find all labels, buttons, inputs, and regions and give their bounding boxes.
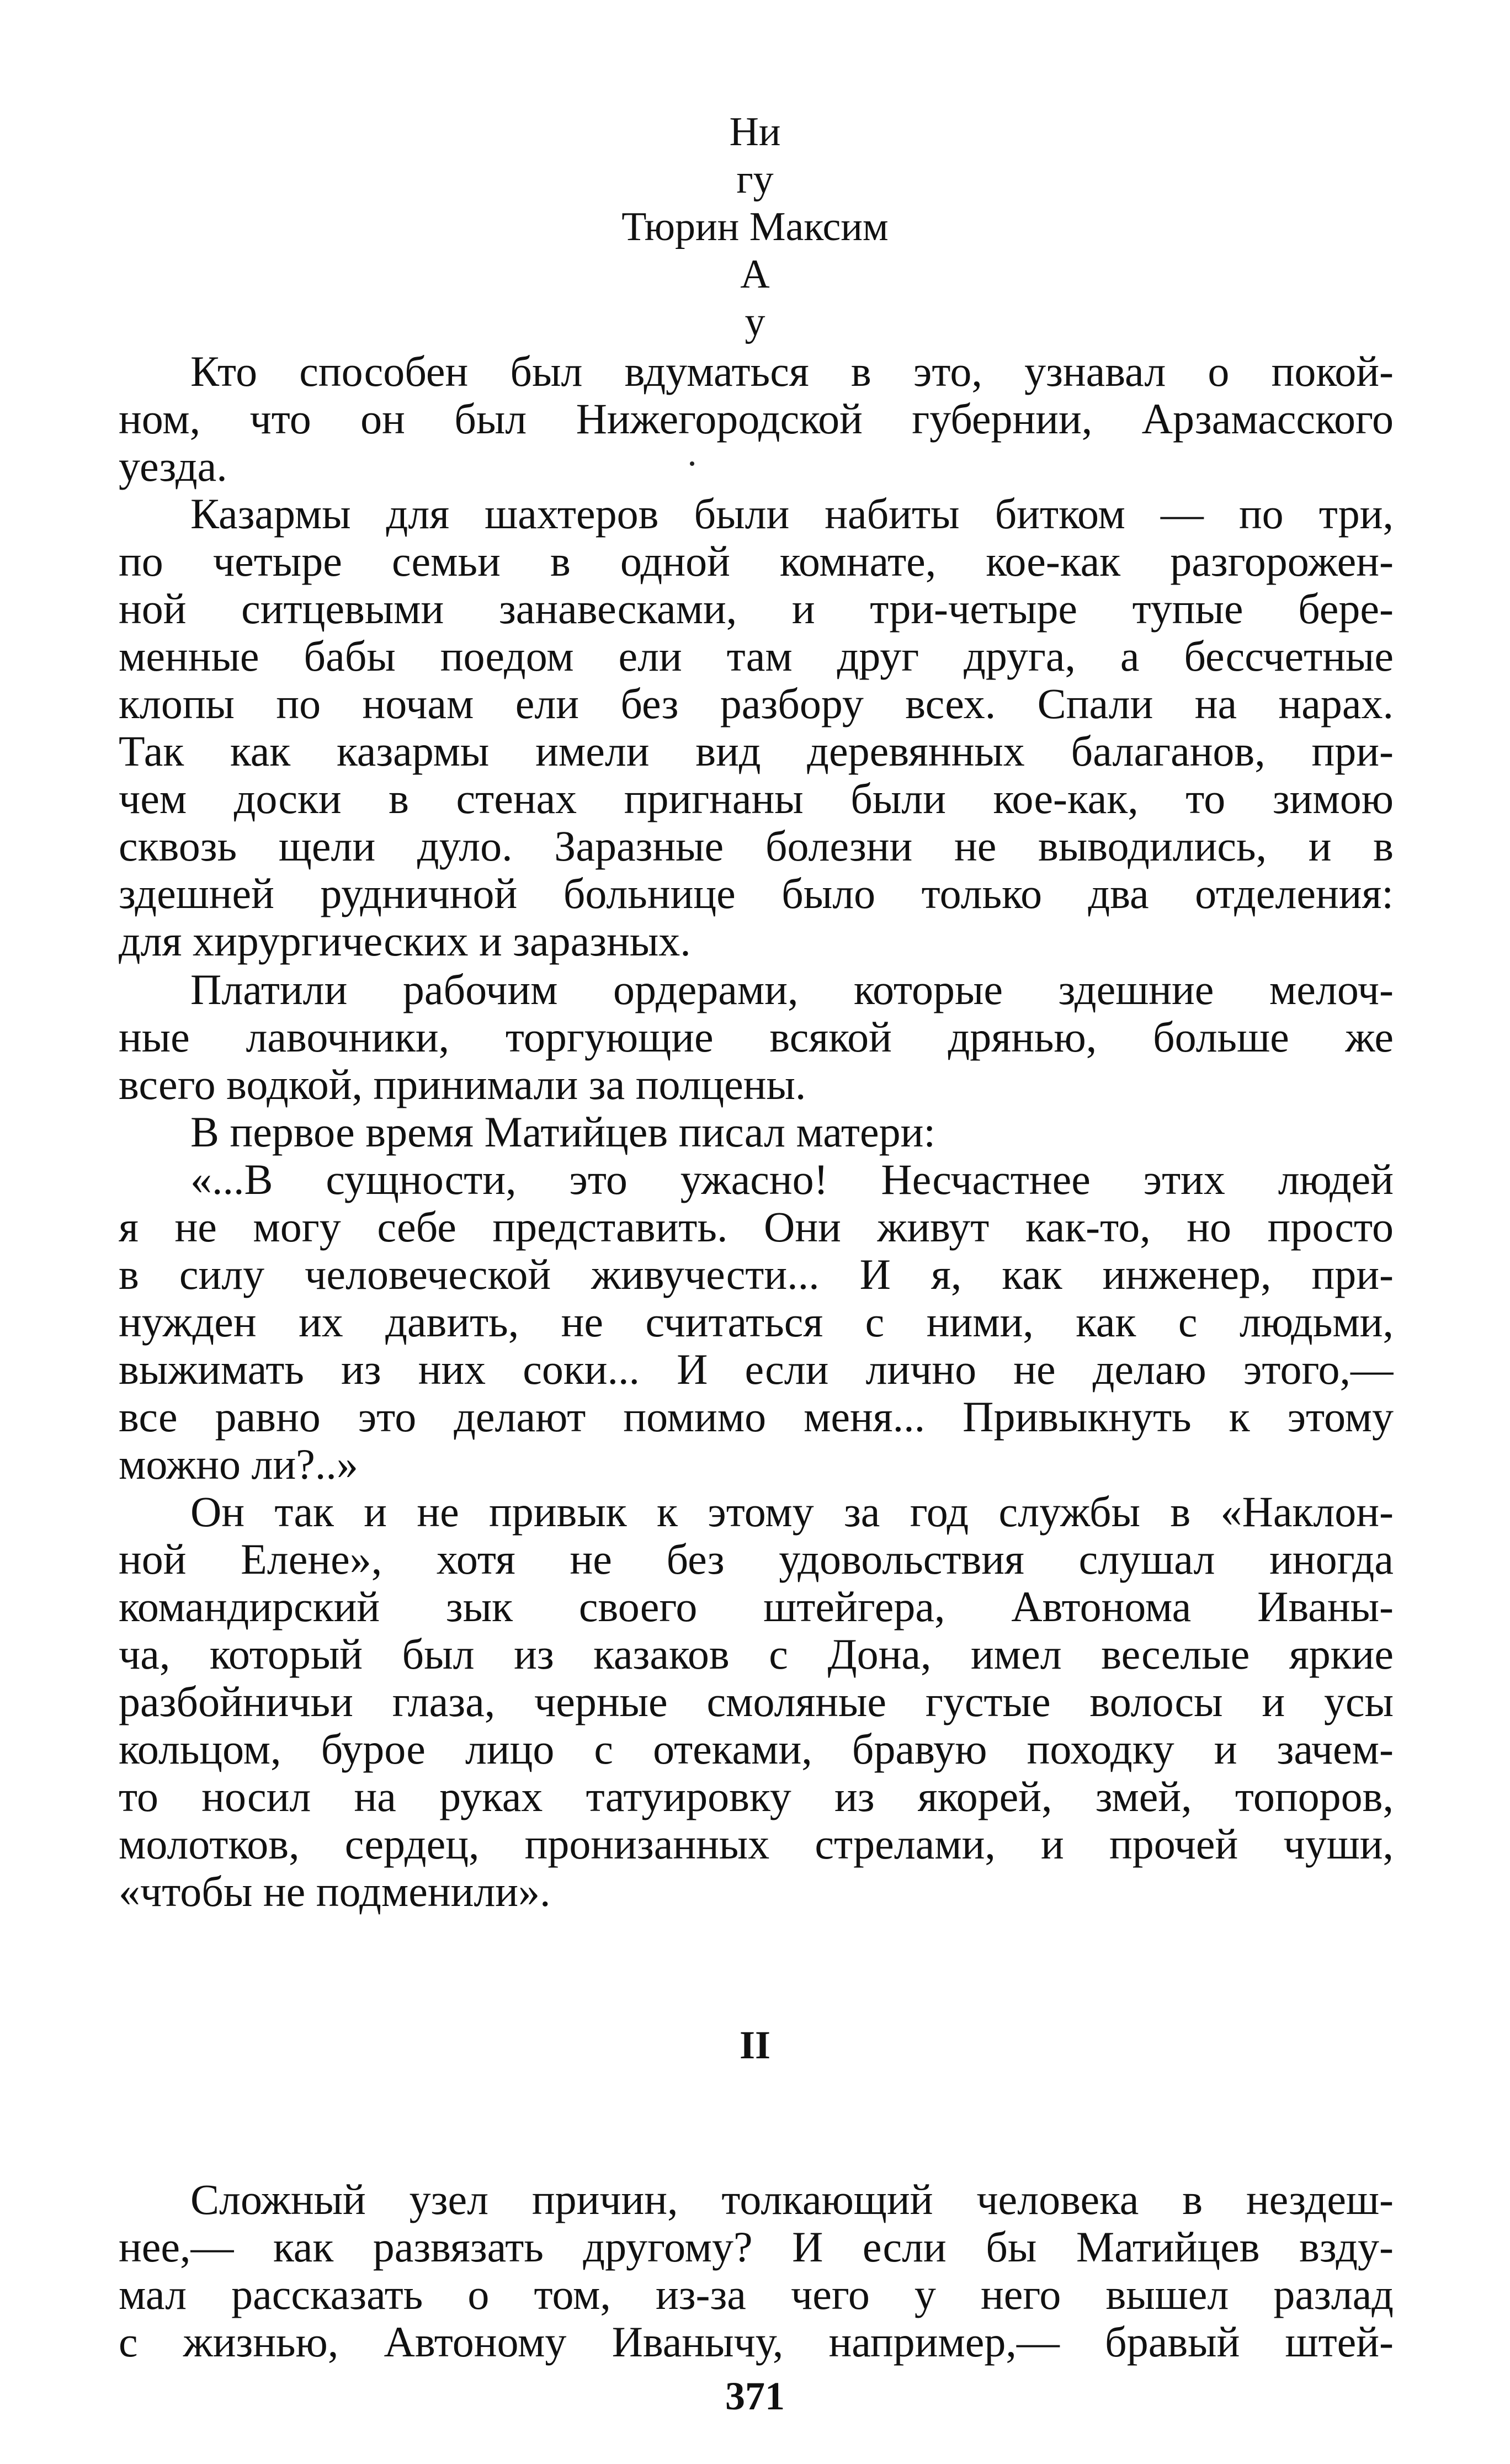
epitaph-line: у bbox=[745, 299, 765, 344]
text-line: то носил на руках татуировку из якорей, змей, топоров, bbox=[119, 1773, 1394, 1820]
epitaph-line: гу bbox=[736, 157, 774, 202]
text-line: можно ли?..» bbox=[119, 1441, 358, 1488]
text-line: Так как казармы имели вид деревянных балаганов, при- bbox=[119, 727, 1394, 775]
epitaph-line: Тюрин Максим bbox=[621, 204, 889, 249]
text-line: Платили рабочим ордерами, которые здешние мелоч- bbox=[190, 966, 1394, 1013]
text-line: мал рассказать о том, из-за чего у него вышел разлад bbox=[119, 2271, 1394, 2318]
text-line: клопы по ночам ели без разбору всех. Спали на нарах. bbox=[119, 680, 1394, 727]
text-line: разбойничьи глаза, черные смоляные густые волосы и усы bbox=[119, 1678, 1394, 1725]
text-line: Казармы для шахтеров были набиты битком — по три, bbox=[190, 490, 1394, 538]
letter-quote bbox=[119, 1156, 1394, 1488]
epitaph-line: Ни bbox=[729, 109, 781, 155]
text-line: молотков, сердец, пронизанных стрелами, и прочей чуши, bbox=[119, 1820, 1394, 1868]
text-line: ном, что он был Нижегородской губернии, Арзамасского bbox=[119, 395, 1394, 443]
text-line: я не могу себе представить. Они живут как-то, но просто bbox=[119, 1203, 1394, 1251]
text-line: Сложный узел причин, толкающий человека в нездеш- bbox=[190, 2176, 1394, 2223]
text-line: «чтобы не подменили». bbox=[119, 1868, 551, 1915]
text-line: командирский зык своего штейгера, Автонома Иваны- bbox=[119, 1583, 1394, 1631]
text-line: кольцом, бурое лицо с отеками, бравую походку и зачем- bbox=[119, 1725, 1394, 1773]
text-line: ча, который был из казаков с Дона, имел веселые яркие bbox=[119, 1631, 1394, 1678]
paragraph bbox=[119, 966, 1394, 1108]
text-line: по четыре семьи в одной комнате, кое-как разгорожен- bbox=[119, 538, 1394, 585]
text-line: всего водкой, принимали за полцены. bbox=[119, 1061, 806, 1108]
text-line: ной Елене», хотя не без удовольствия слушал иногда bbox=[119, 1536, 1394, 1583]
paragraph bbox=[119, 348, 1394, 490]
text-line: чем доски в стенах пригнаны были кое-как, то зимою bbox=[119, 775, 1394, 822]
text-line: выжимать из них соки... И если лично не делаю этого,— bbox=[119, 1346, 1394, 1393]
text-line: Он так и не привык к этому за год службы в «Наклон- bbox=[190, 1488, 1394, 1536]
text-line: В первое время Матийцев писал матери: bbox=[190, 1108, 935, 1156]
text-line: менные бабы поедом ели там друг друга, а бессчетные bbox=[119, 633, 1394, 680]
text-line: ные лавочники, торгующие всякой дрянью, больше же bbox=[119, 1013, 1394, 1061]
epitaph-line: А bbox=[740, 252, 770, 297]
text-line: в силу человеческой живучести... И я, как инженер, при- bbox=[119, 1251, 1394, 1298]
paragraph bbox=[119, 1108, 1394, 1156]
paragraph bbox=[119, 490, 1394, 965]
text-line: Кто способен был вдуматься в это, узнавал о покой- bbox=[190, 348, 1394, 395]
text-line: нее,— как развязать другому? И если бы Матийцев взду- bbox=[119, 2223, 1394, 2271]
page-number: 371 bbox=[725, 2374, 785, 2418]
text-line: уезда. bbox=[119, 443, 227, 490]
paragraph bbox=[119, 2176, 1394, 2366]
text-line: сквозь щели дуло. Заразные болезни не выводились, и в bbox=[119, 822, 1394, 870]
text-line: «...В сущности, это ужасно! Несчастнее этих людей bbox=[190, 1156, 1394, 1203]
text-line: для хирургических и заразных. bbox=[119, 917, 691, 965]
text-line: с жизнью, Автоному Иванычу, например,— бравый штей- bbox=[119, 2318, 1394, 2366]
text-line: нужден их давить, не считаться с ними, как с людьми, bbox=[119, 1298, 1394, 1346]
paragraph bbox=[119, 1488, 1394, 1915]
text-line: все равно это делают помимо меня... Привыкнуть к этому bbox=[119, 1393, 1394, 1441]
text-line: здешней рудничной больнице было только два отделения: bbox=[119, 870, 1394, 917]
text-line: ной ситцевыми занавесками, и три-четыре тупые бере- bbox=[119, 585, 1394, 633]
chapter-heading: II bbox=[739, 2023, 771, 2067]
